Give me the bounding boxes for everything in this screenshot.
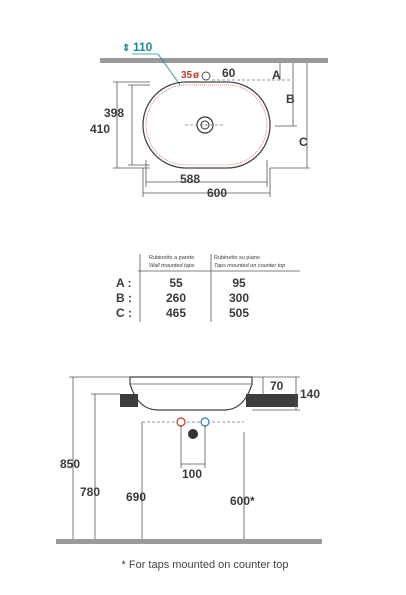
row-b-wall: 260 [165, 291, 187, 305]
row-c-counter: 505 [228, 306, 250, 320]
h780-label: 780 [80, 485, 101, 499]
h690-label: 690 [126, 490, 147, 504]
spacing-label: 100 [182, 467, 203, 481]
row-b-counter: 300 [228, 291, 250, 305]
drain-trap-icon [188, 429, 198, 439]
row-c-wall: 465 [165, 306, 187, 320]
row-c-label: C : [116, 306, 132, 320]
row-b-label: B : [116, 291, 132, 305]
h600-label: 600* [230, 494, 255, 508]
tap-table [116, 254, 300, 322]
outer-depth-label: 410 [90, 122, 111, 136]
row-a-wall: 55 [169, 276, 183, 290]
height-label: 140 [300, 387, 321, 401]
row-a-counter: 95 [232, 276, 246, 290]
floor-line [56, 539, 322, 544]
col2-header-en: Taps mounted on counter top [214, 263, 286, 269]
outer-width-label: 600 [207, 186, 228, 200]
depth-label: 35 [181, 70, 193, 81]
footnote: * For taps mounted on counter top [121, 559, 289, 571]
countertop-left [120, 394, 138, 407]
side-view [56, 377, 322, 544]
inner-depth-label: 398 [104, 106, 125, 120]
row-a-label: A : [116, 276, 132, 290]
ref-b-label: B [286, 92, 295, 106]
countertop-right [246, 394, 298, 407]
ref-a-label: A [272, 68, 281, 82]
cold-tap-icon [201, 418, 209, 426]
col2-header-it: Rubinetto su piano [214, 255, 260, 261]
degree-icon: ø [193, 70, 200, 81]
col1-header-en: Wall mounted taps [149, 263, 195, 269]
inner-width-label: 588 [180, 172, 201, 186]
hot-tap-icon [177, 418, 185, 426]
h850-label: 850 [60, 457, 81, 471]
col1-header-it: Rubinetto a parete [149, 255, 195, 261]
overflow-arrow-icon: ⇕ [122, 43, 131, 54]
ref-c-label: C [299, 135, 308, 149]
basin-side [130, 377, 252, 410]
tap-offset-label: 60 [222, 66, 236, 80]
overflow-label: 110 [133, 40, 153, 54]
top-view [90, 40, 328, 200]
tap-hole-circle [202, 72, 210, 80]
countertop-edge-top [100, 58, 328, 63]
rim-label: 70 [270, 379, 284, 393]
